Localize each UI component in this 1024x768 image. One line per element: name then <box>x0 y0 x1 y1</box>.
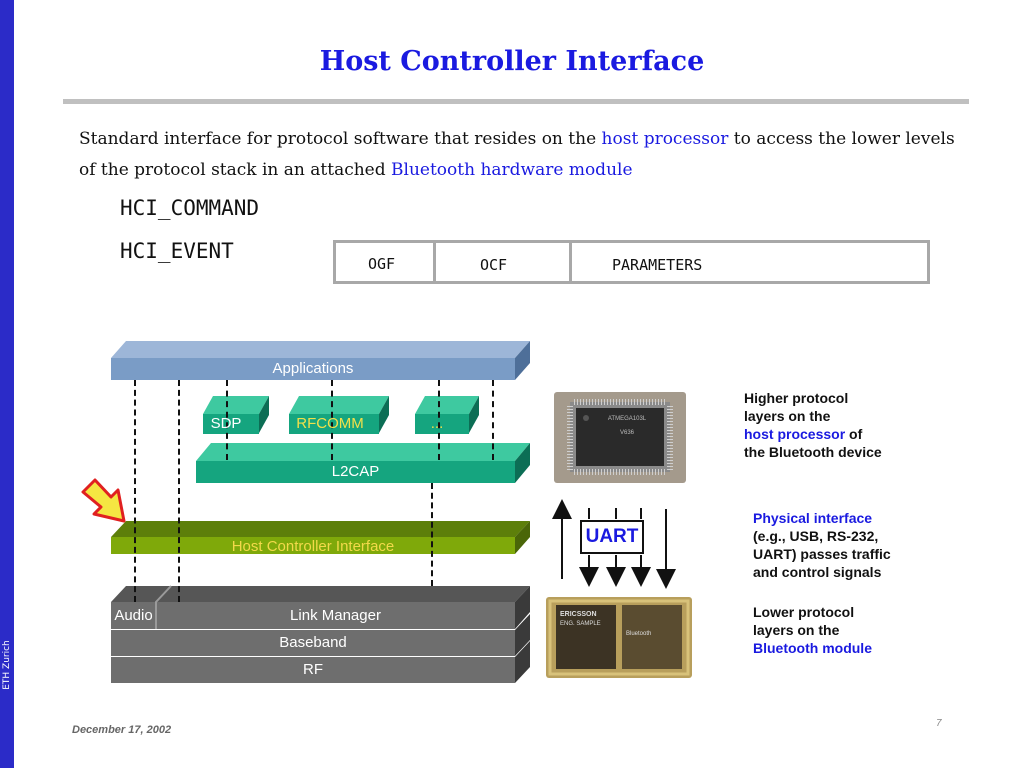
bluetooth-module-link: Bluetooth hardware module <box>391 160 633 180</box>
note-lower-layers: Lower protocol layers on the Bluetooth module <box>753 604 872 656</box>
packet-field-parameters: PARAMETERS <box>612 256 703 274</box>
layer-link-manager: Link Manager <box>290 607 381 624</box>
layer-l2cap: L2CAP <box>331 463 380 480</box>
layer-applications: Applications <box>272 360 354 377</box>
module-text-3: Bluetooth <box>626 631 652 637</box>
note-higher-layers: Higher protocol layers on the host processor of the Bluetooth device <box>744 390 882 460</box>
layer-rf: RF <box>303 661 323 678</box>
hci-command-label: HCI_COMMAND <box>120 196 260 220</box>
host-processor-link: host processor <box>601 129 729 149</box>
layer-hci: Host Controller Interface <box>231 538 395 555</box>
module-text-2: ENG. SAMPLE <box>560 621 601 627</box>
packet-field-ogf: OGF <box>336 243 436 281</box>
layer-more: ... <box>430 415 444 432</box>
cpu-chip-text-1: ATMEGA103L <box>607 416 647 422</box>
hci-event-label: HCI_EVENT <box>120 239 234 263</box>
intro-text-1: Standard interface for protocol software that resides on the <box>79 129 602 149</box>
note-physical-interface: Physical interface (e.g., USB, RS-232, UART) passes traffic and control signals <box>753 510 891 580</box>
layer-baseband: Baseband <box>279 634 347 651</box>
module-text-1: ERICSSON <box>560 611 597 618</box>
slide-title: Host Controller Interface <box>319 46 705 77</box>
sidebar-label: ETH Zurich <box>2 640 12 690</box>
cpu-chip-text-2: V636 <box>619 430 634 436</box>
intro-text-2: to access the lower levels of the protocol stack in an attached <box>79 129 955 180</box>
page-number: 7 <box>936 718 942 729</box>
packet-field-ocf: OCF <box>436 243 572 281</box>
uart-box: UART <box>580 520 644 554</box>
layer-sdp: SDP <box>210 415 242 432</box>
layer-rfcomm: RFCOMM <box>296 415 364 432</box>
footer-date: December 17, 2002 <box>72 724 172 736</box>
layer-audio: Audio <box>114 607 153 624</box>
